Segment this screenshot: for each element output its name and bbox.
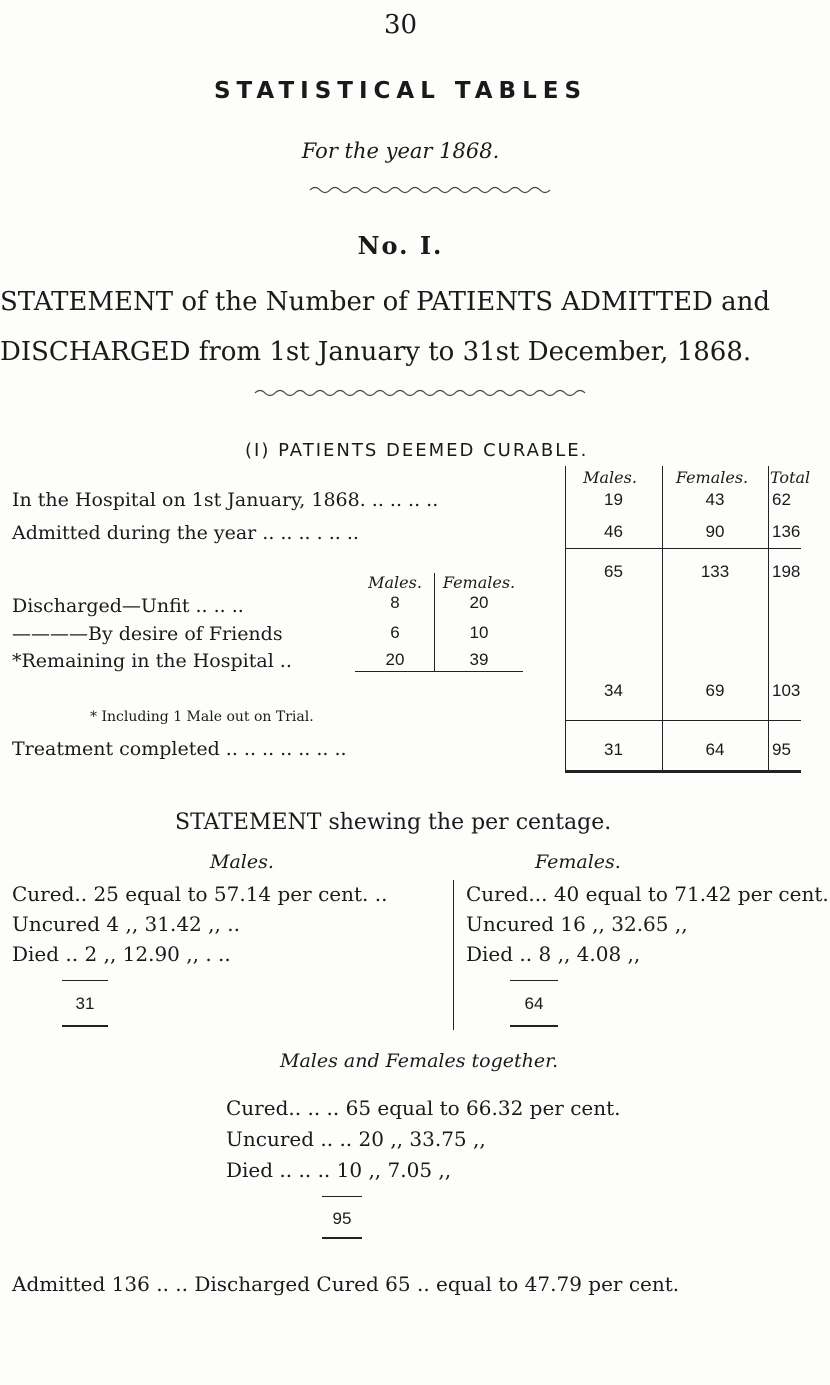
males-line-died: Died .. 2 ,, 12.90 ,, . .. xyxy=(12,942,231,966)
males-total-rule xyxy=(62,1025,108,1027)
discharge-label-remaining: *Remaining in the Hospital .. xyxy=(12,650,292,672)
males-heading: Males. xyxy=(210,851,274,873)
females-line-died: Died .. 8 ,, 4.08 ,, xyxy=(466,942,641,966)
subtotal-males: 65 xyxy=(604,562,623,581)
discharge-header-females: Females. xyxy=(442,573,516,592)
statement-number: No. I. xyxy=(357,231,444,260)
subtotal-females: 133 xyxy=(700,562,730,581)
treatment-label: Treatment completed .. .. .. .. .. .. .. xyxy=(12,738,347,760)
treatment-top-rule xyxy=(565,720,801,721)
discharge-friends-males: 6 xyxy=(390,623,400,642)
together-total-rule xyxy=(322,1237,362,1239)
together-line-died: Died .. .. .. 10 ,, 7.05 ,, xyxy=(226,1158,452,1182)
males-total: 31 xyxy=(75,994,95,1013)
col-header-females: Females. xyxy=(675,468,749,487)
males-line-uncured: Uncured 4 ,, 31.42 ,, .. xyxy=(12,912,240,936)
discharge-unfit-males: 8 xyxy=(390,593,400,612)
together-sum-rule xyxy=(322,1196,362,1197)
males-sum-rule xyxy=(62,980,108,981)
page-heading: STATISTICAL TABLES xyxy=(213,78,588,104)
females-total-rule xyxy=(510,1025,558,1027)
discharge-unfit-females: 20 xyxy=(469,593,489,612)
treatment-total: 95 xyxy=(772,740,791,759)
subheading: For the year 1868. xyxy=(301,139,500,163)
table-vline-3b xyxy=(768,688,769,773)
discharged-total-males: 34 xyxy=(604,681,623,700)
treatment-males: 31 xyxy=(604,740,623,759)
table-vline-3 xyxy=(768,466,769,688)
statement-title-line1: STATEMENT of the Number of PATIENTS ADMITTED and xyxy=(0,287,771,317)
row-admitted-total: 136 xyxy=(772,522,801,541)
table-vline-1b xyxy=(565,688,566,773)
wavy-divider-mid xyxy=(255,388,585,398)
together-line-uncured: Uncured .. .. 20 ,, 33.75 ,, xyxy=(226,1127,486,1151)
subtotal-total: 198 xyxy=(772,562,801,581)
section-heading: (I) PATIENTS DEEMED CURABLE. xyxy=(245,440,589,461)
discharge-remaining-females: 39 xyxy=(469,650,489,669)
row-in-hospital-males: 19 xyxy=(604,490,623,509)
discharge-friends-females: 10 xyxy=(469,623,489,642)
females-total: 64 xyxy=(524,994,544,1013)
pct-heading: STATEMENT shewing the per centage. xyxy=(175,810,612,835)
discharge-remaining-males: 20 xyxy=(385,650,405,669)
footnote: * Including 1 Male out on Trial. xyxy=(90,709,314,725)
discharge-header-males: Males. xyxy=(368,573,422,592)
row-label-admitted: Admitted during the year .. .. .. . .. .. xyxy=(12,522,359,544)
row-admitted-males: 46 xyxy=(604,522,623,541)
statement-title-line2: DISCHARGED from 1st January to 31st December, 1868. xyxy=(0,337,752,367)
males-line-cured: Cured.. 25 equal to 57.14 per cent. .. xyxy=(12,882,388,906)
discharge-label-friends: ————By desire of Friends xyxy=(12,623,283,645)
females-line-cured: Cured... 40 equal to 71.42 per cent. xyxy=(466,882,829,906)
treatment-bottom-rule xyxy=(565,770,801,773)
treatment-females: 64 xyxy=(705,740,725,759)
together-heading: Males and Females together. xyxy=(280,1050,559,1072)
together-line-cured: Cured.. .. .. 65 equal to 66.32 per cent. xyxy=(226,1096,621,1120)
page-number: 30 xyxy=(383,10,418,40)
row-label-in-hospital: In the Hospital on 1st January, 1868. .. .. .. .. xyxy=(12,489,439,511)
row-in-hospital-total: 62 xyxy=(772,490,791,509)
col-header-total: Total xyxy=(770,468,811,487)
wavy-divider-top xyxy=(310,185,550,195)
discharged-total-females: 69 xyxy=(705,681,725,700)
discharge-bottom-rule xyxy=(355,671,523,672)
discharged-total-total: 103 xyxy=(772,681,801,700)
subtotal-rule xyxy=(565,548,801,549)
females-line-uncured: Uncured 16 ,, 32.65 ,, xyxy=(466,912,688,936)
col-header-males: Males. xyxy=(583,468,637,487)
discharge-label-unfit: Discharged—Unfit .. .. .. xyxy=(12,595,244,617)
females-heading: Females. xyxy=(535,851,621,873)
pct-divider xyxy=(453,880,454,1030)
together-total: 95 xyxy=(332,1209,352,1228)
footer-summary: Admitted 136 .. .. Discharged Cured 65 .. equal to 47.79 per cent. xyxy=(12,1272,680,1296)
females-sum-rule xyxy=(510,980,558,981)
row-admitted-females: 90 xyxy=(705,522,725,541)
row-in-hospital-females: 43 xyxy=(705,490,725,509)
table-vline-2b xyxy=(662,688,663,773)
